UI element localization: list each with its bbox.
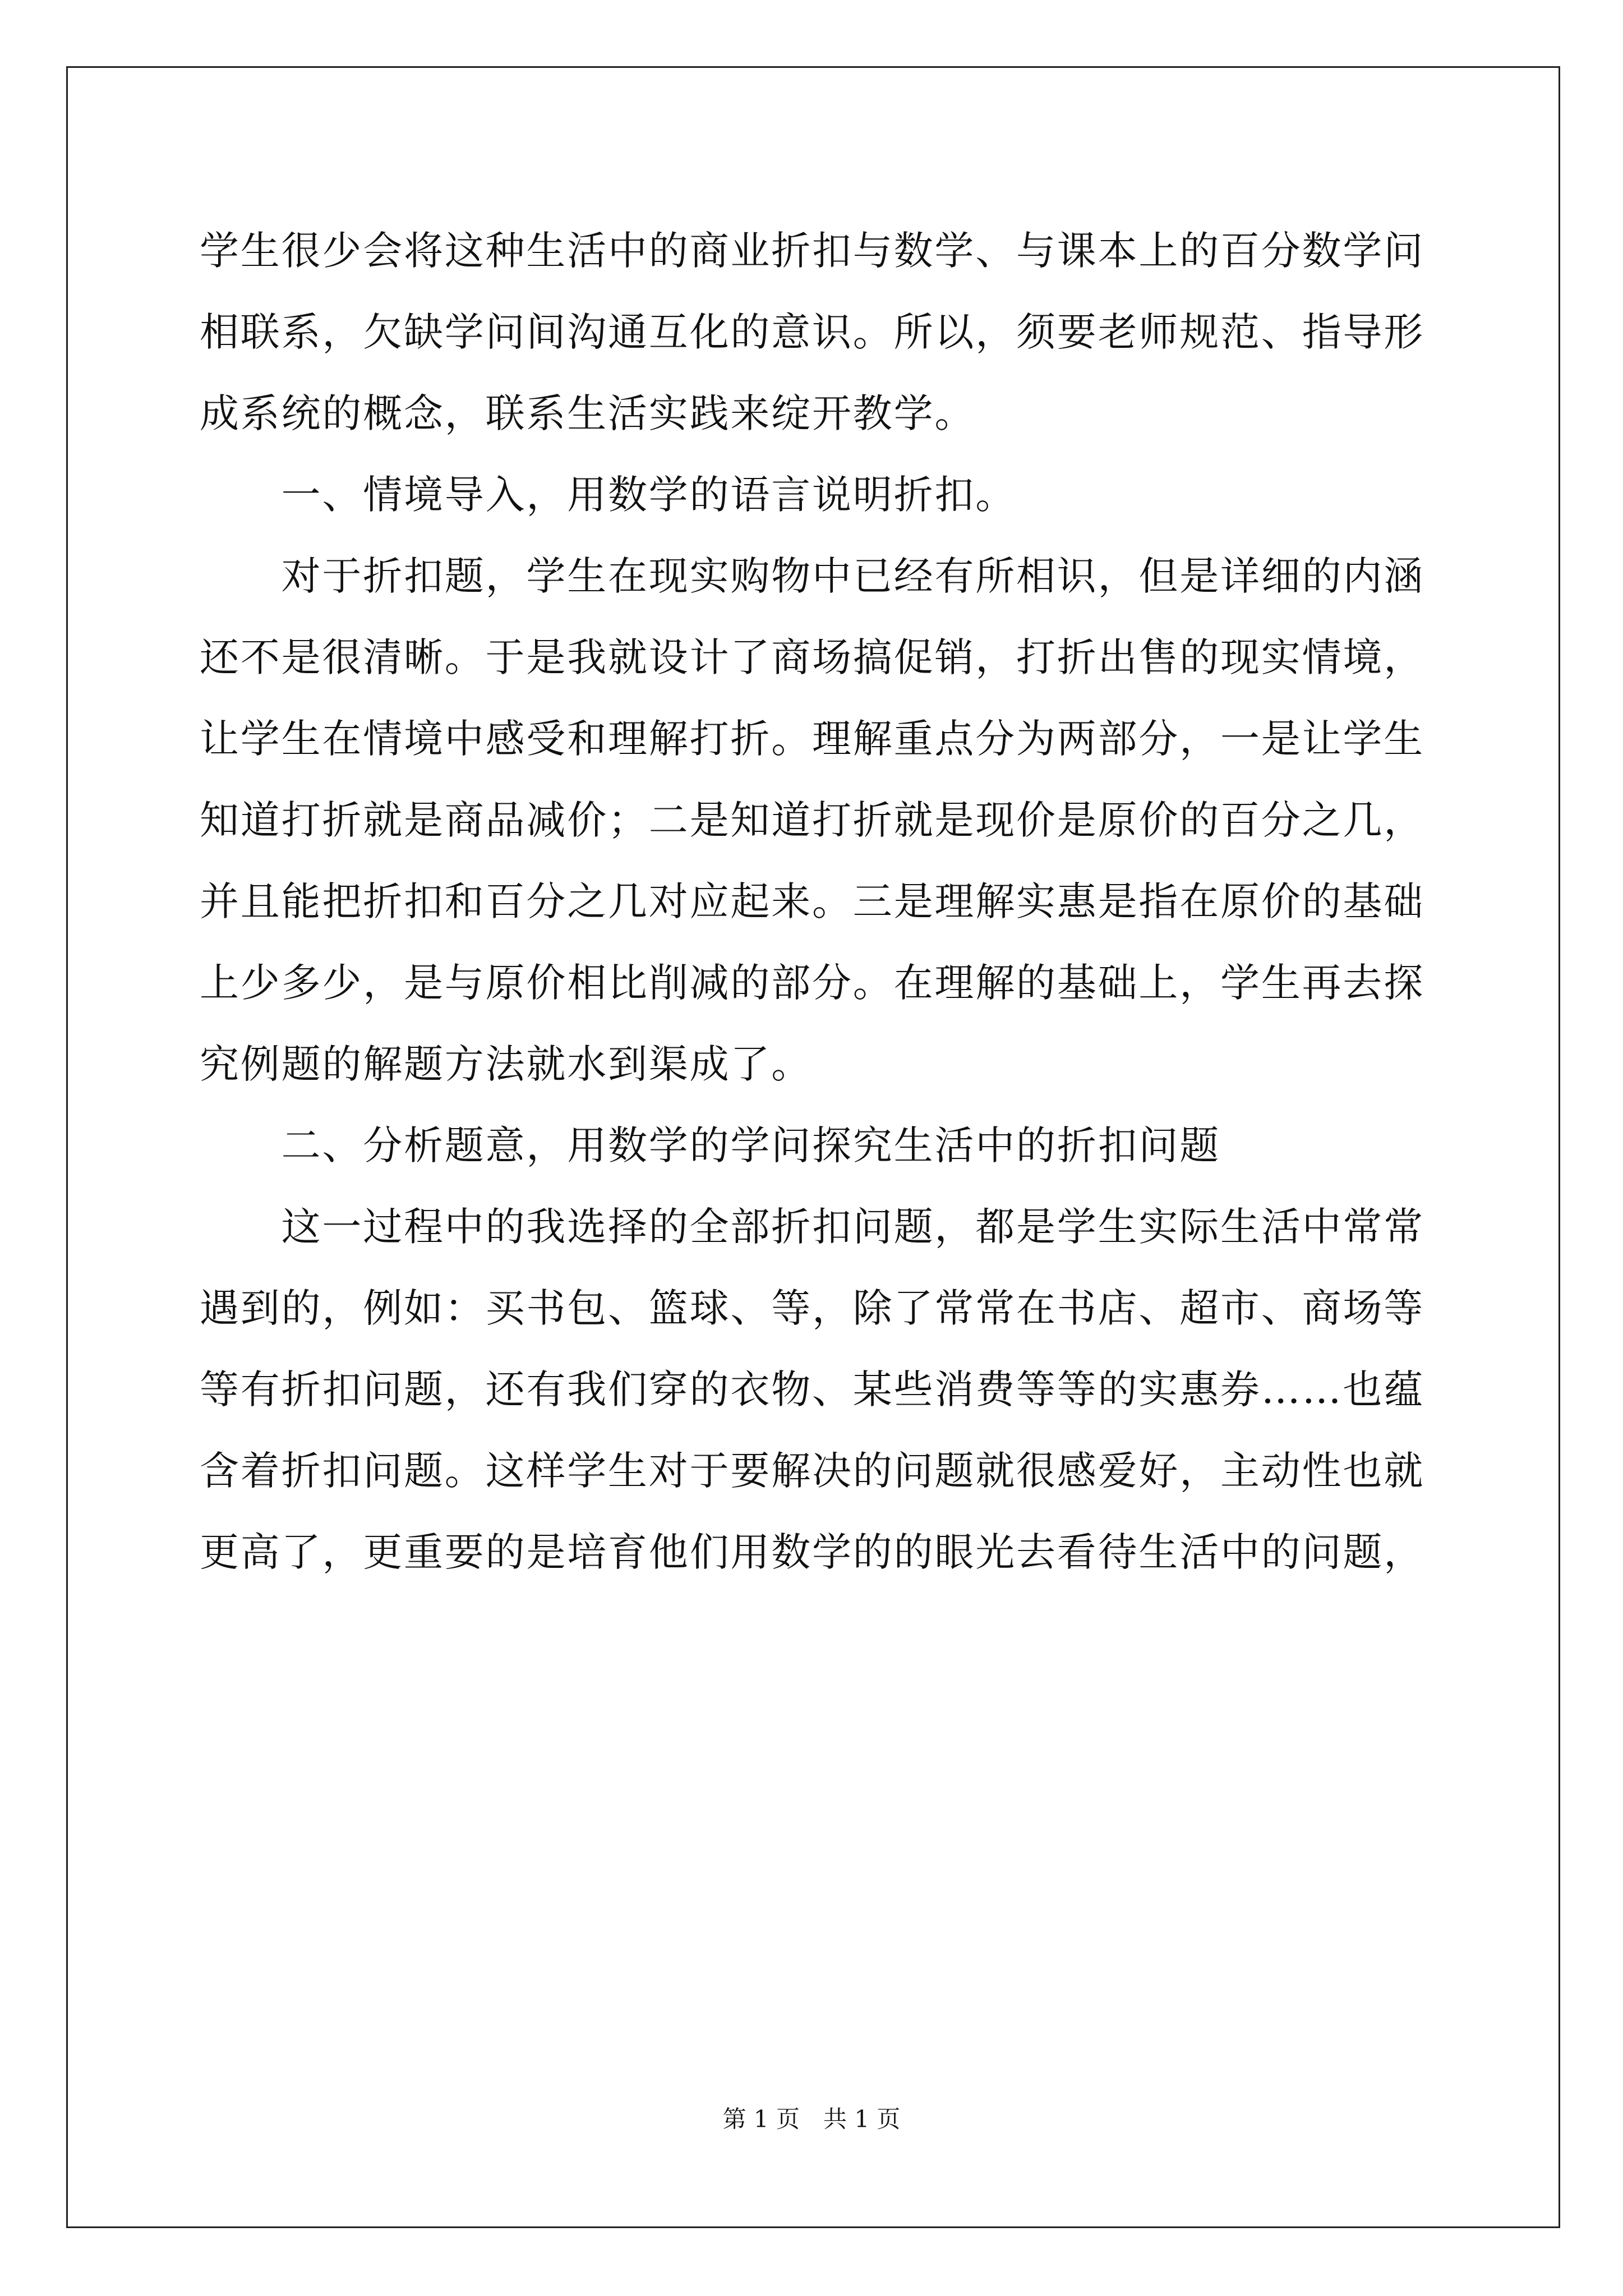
text-line: 等有折扣问题，还有我们穿的衣物、某些消费等等的实惠券……也蕴 — [200, 1366, 1424, 1412]
section-heading: 二、分析题意，用数学的学问探究生活中的折扣问题 — [200, 1122, 1220, 1168]
text-line: 知道打折就是商品减价；二是知道打折就是现价是原价的百分之几， — [200, 797, 1424, 843]
text-line: 含着折扣问题。这样学生对于要解决的问题就很感爱好，主动性也就 — [200, 1448, 1424, 1494]
text-line: 对于折扣题，学生在现实购物中已经有所相识，但是详细的内涵 — [200, 553, 1424, 599]
section-heading: 一、情境导入，用数学的语言说明折扣。 — [200, 472, 1016, 518]
page-number: 第 1 页 共 1 页 — [722, 2105, 901, 2133]
text-line: 这一过程中的我选择的全部折扣问题，都是学生实际生活中常常 — [200, 1204, 1424, 1250]
text-line: 究例题的解题方法就水到渠成了。 — [200, 1041, 812, 1087]
text-line: 上少多少，是与原价相比削减的部分。在理解的基础上，学生再去探 — [200, 960, 1424, 1006]
text-line: 相联系，欠缺学问间沟通互化的意识。所以，须要老师规范、指导形 — [200, 309, 1424, 355]
text-line: 更高了，更重要的是培育他们用数学的的眼光去看待生活中的问题， — [200, 1529, 1424, 1575]
page-footer — [0, 2102, 1623, 2136]
text-line: 并且能把折扣和百分之几对应起来。三是理解实惠是指在原价的基础 — [200, 878, 1424, 924]
text-line: 学生很少会将这种生活中的商业折扣与数学、与课本上的百分数学问 — [200, 228, 1424, 274]
text-line: 成系统的概念，联系生活实践来绽开教学。 — [200, 390, 976, 436]
text-line: 让学生在情境中感受和理解打折。理解重点分为两部分，一是让学生 — [200, 716, 1424, 762]
text-line: 还不是很清晰。于是我就设计了商场搞促销，打折出售的现实情境， — [200, 634, 1424, 680]
text-line: 遇到的，例如：买书包、篮球、等，除了常常在书店、超市、商场等 — [200, 1285, 1424, 1331]
